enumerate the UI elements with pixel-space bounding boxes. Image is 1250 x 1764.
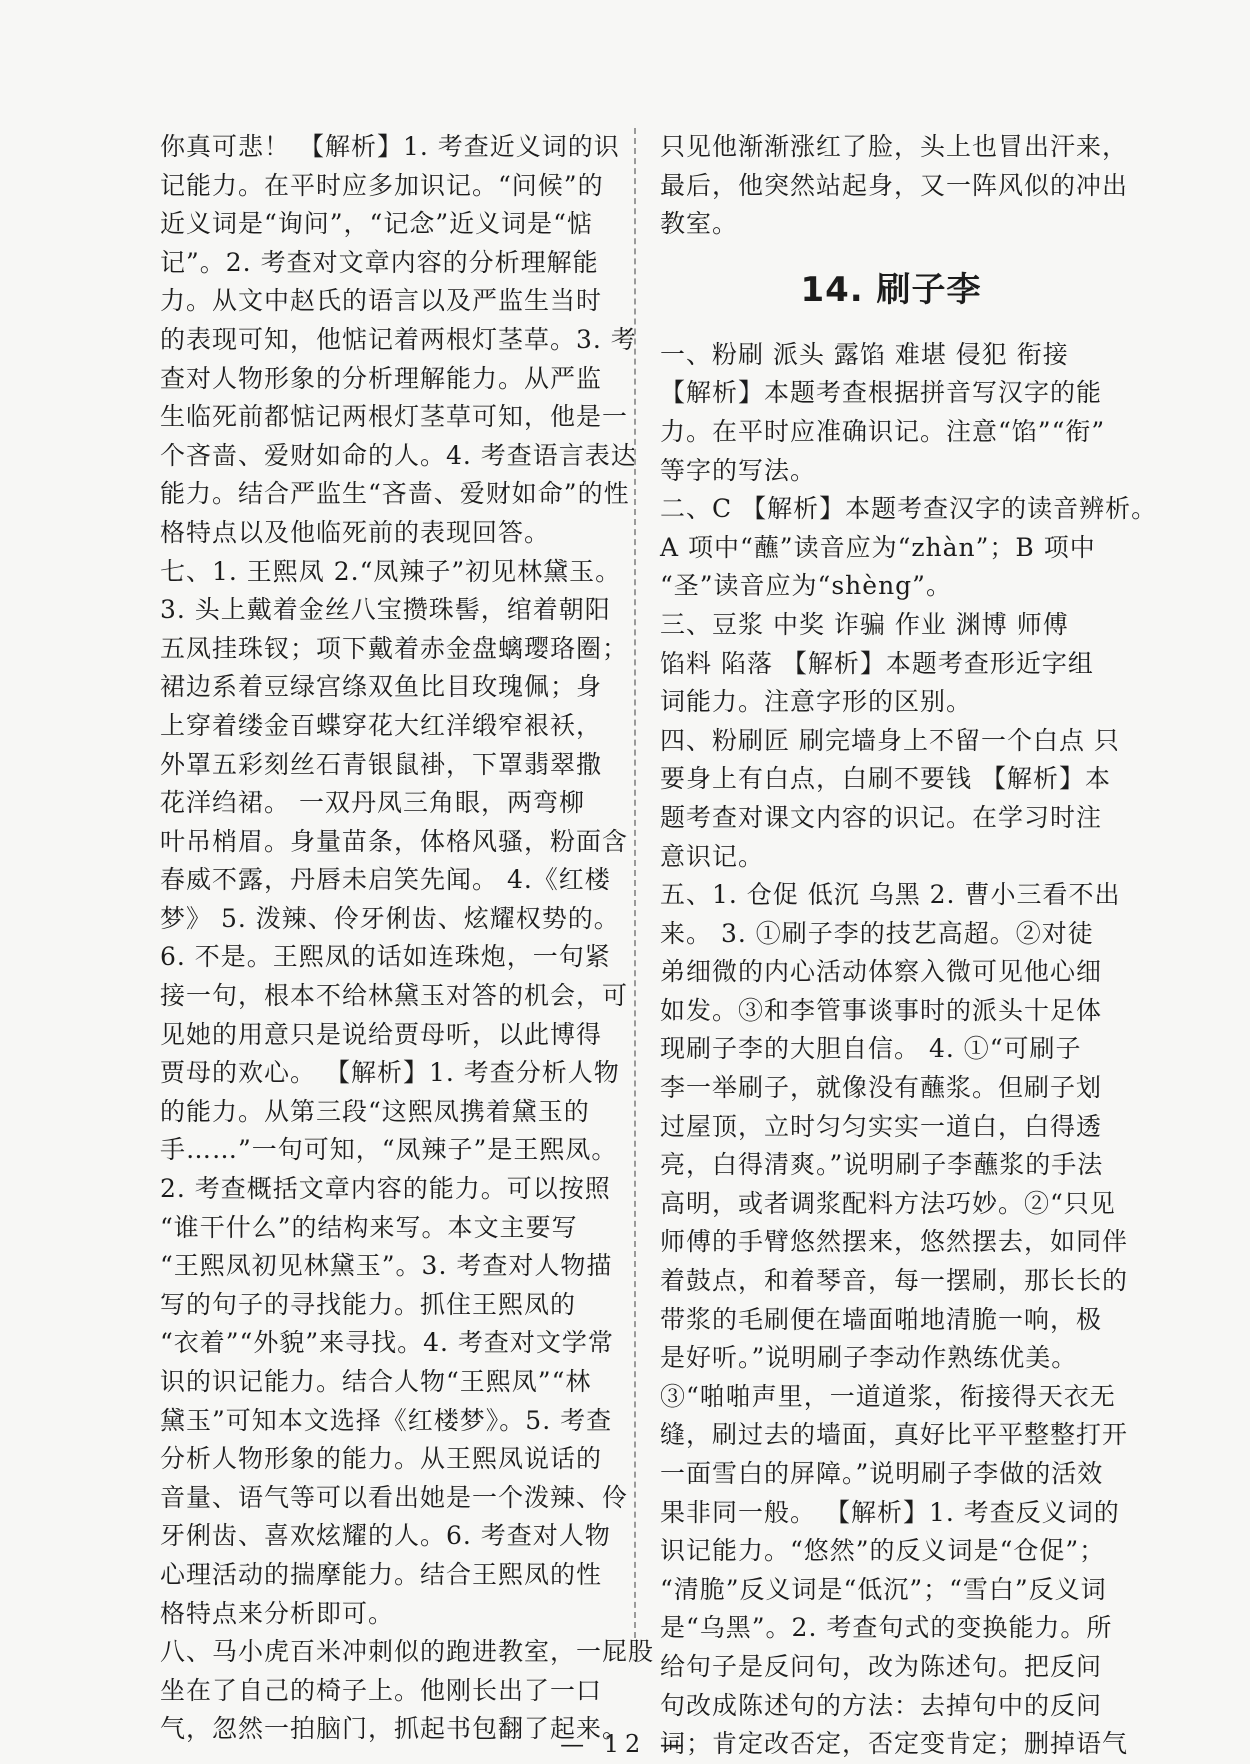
text-line: 亮，白得清爽。”说明刷子李蘸浆的手法 [660, 1150, 1104, 1180]
right-top-text [660, 128, 1129, 244]
text-line: 能力。结合严监生“吝啬、爱财如命”的性 [160, 479, 630, 509]
text-line: 记”。2. 考查对文章内容的分析理解能 [160, 247, 599, 277]
text-line: A 项中“蘸”读音应为“zhàn”；B 项中 [660, 532, 1096, 562]
text-line: 黛玉”可知本文选择《红楼梦》。5. 考查 [160, 1405, 613, 1435]
text-line: 带浆的毛刷便在墙面啪地清脆一响，极 [660, 1304, 1103, 1334]
text-line: 识记能力。“悠然”的反义词是“仓促”； [660, 1536, 1106, 1566]
text-line: 查对人物形象的分析理解能力。从严监 [160, 363, 603, 393]
text-line: 心理活动的揣摩能力。结合王熙凤的性 [160, 1559, 603, 1589]
text-line: 记能力。在平时应多加识记。“问候”的 [160, 170, 604, 200]
left-column [160, 128, 655, 1749]
text-line: 力。在平时应准确识记。注意“馅”“衔” [660, 416, 1106, 446]
text-line: 牙俐齿、喜欢炫耀的人。6. 考查对人物 [160, 1521, 611, 1551]
text-line: 一、粉刷 派头 露馅 难堪 侵犯 衔接 [660, 339, 1069, 369]
text-line: 句改成陈述句的方法：去掉句中的反问 [660, 1690, 1103, 1720]
text-line: 过屋顶，立时匀匀实实一道白，白得透 [660, 1111, 1103, 1141]
text-line: 接一句，根本不给林黛玉对答的机会，可 [160, 981, 629, 1011]
text-line: 的表现可知，他惦记着两根灯茎草。3. 考 [160, 324, 637, 354]
text-line: 气，忽然一拍脑门，抓起书包翻了起来。 [160, 1714, 629, 1744]
text-line: 着鼓点，和着琴音，每一摆刷，那长长的 [660, 1266, 1129, 1296]
text-line: 来。 3. ①刷子李的技艺高超。②对徒 [660, 918, 1094, 948]
text-line: “谁干什么”的结构来写。本文主要写 [160, 1212, 578, 1242]
text-line: 见她的用意只是说给贾母听，以此博得 [160, 1019, 603, 1049]
text-line: 四、粉刷匠 刷完墙身上不留一个白点 只 [660, 725, 1120, 755]
text-line: 等字的写法。 [660, 455, 817, 485]
text-line: 李一举刷子，就像没有蘸浆。但刷子划 [660, 1073, 1103, 1103]
text-line: 裙边系着豆绿宫绦双鱼比目玫瑰佩；身 [160, 672, 603, 702]
text-line: 弟细微的内心活动体察入微可见他心细 [660, 957, 1103, 987]
text-line: 格特点以及他临死前的表现回答。 [160, 517, 551, 547]
text-line: 识的识记能力。结合人物“王熙凤”“林 [160, 1367, 592, 1396]
text-line: 词能力。注意字形的区别。 [660, 687, 973, 717]
text-line: 力。从文中赵氏的语言以及严监生当时 [160, 286, 603, 316]
text-line: 格特点来分析即可。 [160, 1598, 395, 1628]
text-line: 6. 不是。王熙凤的话如连珠炮，一句紧 [160, 942, 611, 972]
text-line: 现刷子李的大胆自信。 4. ①“可刷子 [660, 1034, 1082, 1064]
text-line: 要身上有白点，白刷不要钱 【解析】本 [660, 764, 1111, 794]
text-line: 馅料 陷落 【解析】本题考查形近字组 [660, 648, 1094, 678]
text-line: 是好听。”说明刷子李动作熟练优美。 [660, 1343, 1078, 1373]
text-line: 写的句子的寻找能力。抓住王熙凤的 [160, 1289, 577, 1319]
text-line: 坐在了自己的椅子上。他刚长出了一口 [160, 1675, 603, 1705]
text-line: 八、马小虎百米冲刺似的跑进教室，一屁股 [160, 1637, 655, 1667]
text-line: 词；肯定改否定，否定变肯定；删掉语气 [660, 1729, 1129, 1759]
section-title: 14. 刷子李 [800, 269, 982, 310]
text-line: 梦》 5. 泼辣、伶牙俐齿、炫耀权势的。 [160, 903, 620, 933]
text-line: 花洋绉裙。 一双丹凤三角眼，两弯柳 [160, 788, 585, 818]
text-line: 只见他渐渐涨红了脸，头上也冒出汗来， [660, 132, 1129, 161]
text-line: 手……”一句可知，“凤辣子”是王熙凤。 [160, 1135, 618, 1165]
text-line: 【解析】本题考查根据拼音写汉字的能 [660, 378, 1103, 408]
text-line: 五、1. 仓促 低沉 乌黑 2. 曹小三看不出 [660, 880, 1121, 910]
text-line: “圣”读音应为“shèng”。 [660, 571, 952, 601]
text-line: 音量、语气等可以看出她是一个泼辣、伶 [160, 1482, 629, 1512]
text-line: 五凤挂珠钗；项下戴着赤金盘螭璎珞圈； [160, 633, 629, 663]
text-line: 师傅的手臂悠然摆来，悠然摆去，如同伴 [660, 1227, 1129, 1257]
text-line: 叶吊梢眉。身量苗条，体格风骚，粉面含 [160, 826, 629, 856]
text-line: 七、1. 王熙凤 2.“凤辣子”初见林黛玉。 [160, 556, 622, 586]
text-line: 是“乌黑”。2. 考查句式的变换能力。所 [660, 1613, 1113, 1643]
text-line: “王熙凤初见林黛玉”。3. 考查对人物描 [160, 1251, 613, 1281]
text-line: 的能力。从第三段“这熙凤携着黛玉的 [160, 1096, 590, 1126]
text-line: ③“啪啪声里，一道道浆，衔接得天衣无 [660, 1381, 1116, 1411]
text-line: “衣着”“外貌”来寻找。4. 考查对文学常 [160, 1328, 614, 1358]
text-line: 近义词是“询问”，“记念”近义词是“惦 [160, 209, 593, 239]
text-line: 二、C 【解析】本题考查汉字的读音辨析。 [660, 494, 1158, 524]
text-line: 意识记。 [660, 841, 765, 871]
text-line: 分析人物形象的能力。从王熙凤说话的 [160, 1444, 603, 1474]
text-line: 外罩五彩刻丝石青银鼠褂，下罩翡翠撒 [160, 749, 603, 779]
column-divider [634, 128, 636, 1638]
text-line: 如发。③和李管事谈事时的派头十足体 [660, 995, 1103, 1025]
text-line: 缝，刷过去的墙面，真好比平平整整打开 [660, 1420, 1129, 1450]
text-line: 上穿着缕金百蝶穿花大红洋缎窄裉袄， [160, 710, 603, 740]
text-line: 题考查对课文内容的识记。在学习时注 [660, 802, 1103, 832]
text-line: 一面雪白的屏障。”说明刷子李做的活效 [660, 1459, 1104, 1488]
text-line: 教室。 [660, 209, 739, 239]
text-line: 贾母的欢心。 【解析】1. 考查分析人物 [160, 1058, 620, 1088]
text-line: 个吝啬、爱财如命的人。4. 考查语言表达 [160, 440, 637, 470]
text-line: 3. 头上戴着金丝八宝攒珠髻，绾着朝阳 [160, 595, 611, 625]
text-line: 给句子是反问句，改为陈述句。把反问 [660, 1651, 1103, 1681]
text-line: 春威不露，丹唇未启笑先闻。 4.《红楼 [160, 865, 611, 895]
text-line: 最后，他突然站起身，又一阵风似的冲出 [660, 170, 1129, 200]
text-line: 果非同一般。 【解析】1. 考查反义词的 [660, 1497, 1120, 1527]
text-line: 三、豆浆 中奖 诈骗 作业 渊博 师傅 [660, 609, 1069, 639]
right-column [660, 128, 1158, 1764]
text-line: 生临死前都惦记两根灯茎草可知，他是一 [160, 402, 629, 432]
text-line: 2. 考查概括文章内容的能力。可以按照 [160, 1174, 611, 1204]
page-number: — 12 — [560, 1730, 690, 1758]
text-line: “清脆”反义词是“低沉”；“雪白”反义词 [660, 1574, 1107, 1604]
right-bottom-text [660, 336, 1158, 1764]
text-line: 高明，或者调浆配料方法巧妙。②“只见 [660, 1188, 1116, 1218]
text-line: 你真可悲！ 【解析】1. 考查近义词的识 [160, 132, 620, 161]
